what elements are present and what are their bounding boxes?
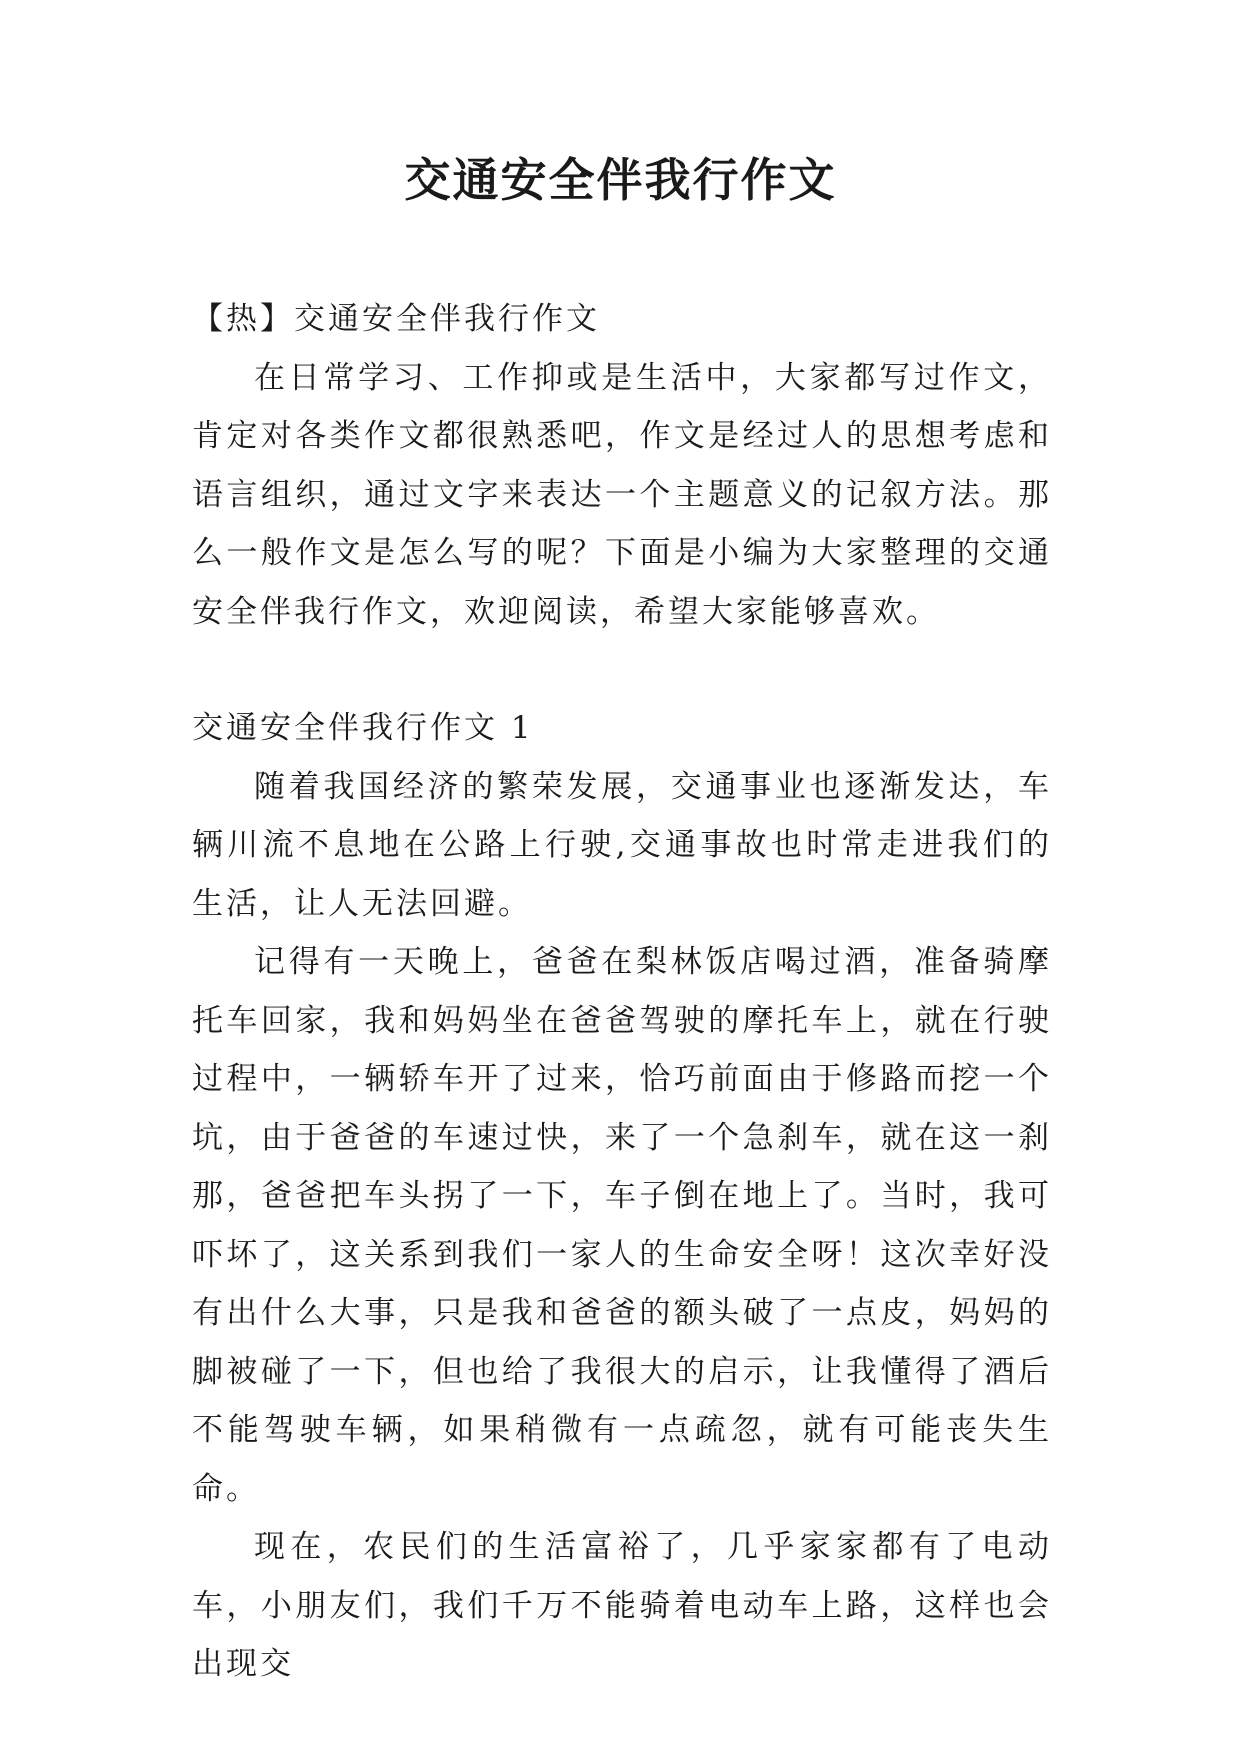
intro-label: 【热】交通安全伴我行作文 [192, 301, 600, 337]
section-heading: 交通安全伴我行作文 1 [192, 710, 534, 746]
section-spacer [192, 641, 1052, 699]
body-paragraph: 现在，农民们的生活富裕了，几乎家家都有了电动车，小朋友们，我们千万不能骑着电动车上路，这样也会出现交 [192, 1529, 1052, 1682]
document-body [192, 290, 1052, 1694]
intro-paragraph: 在日常学习、工作抑或是生活中，大家都写过作文，肯定对各类作文都很熟悉吧，作文是经过人的思想考虑和语言组织，通过文字来表达一个主题意义的记叙方法。那么一般作文是怎么写的呢？下面是小编为大家整理的交通安全伴我行作文，欢迎阅读，希望大家能够喜欢。 [192, 359, 1052, 630]
body-paragraph: 随着我国经济的繁荣发展，交通事业也逐渐发达，车辆川流不息地在公路上行驶,交通事故也时常走进我们的生活，让人无法回避。 [192, 768, 1052, 922]
document-title: 交通安全伴我行作文 [404, 153, 837, 207]
body-paragraph: 记得有一天晚上，爸爸在梨林饭店喝过酒，准备骑摩托车回家，我和妈妈坐在爸爸驾驶的摩托车上，就在行驶过程中，一辆轿车开了过来，恰巧前面由于修路而挖一个坑，由于爸爸的车速过快，来了一个急刹车，就在这一刹那，爸爸把车头拐了一下，车子倒在地上了。当时，我可吓坏了，这关系到我们一家人的生命安全呀！这次幸好没有出什么大事，只是我和爸爸的额头破了一点皮，妈妈的脚被碰了一下，但也给了我很大的启示，让我懂得了酒后不能驾驶车辆，如果稍微有一点疏忽，就有可能丧失生命。 [192, 944, 1052, 1507]
